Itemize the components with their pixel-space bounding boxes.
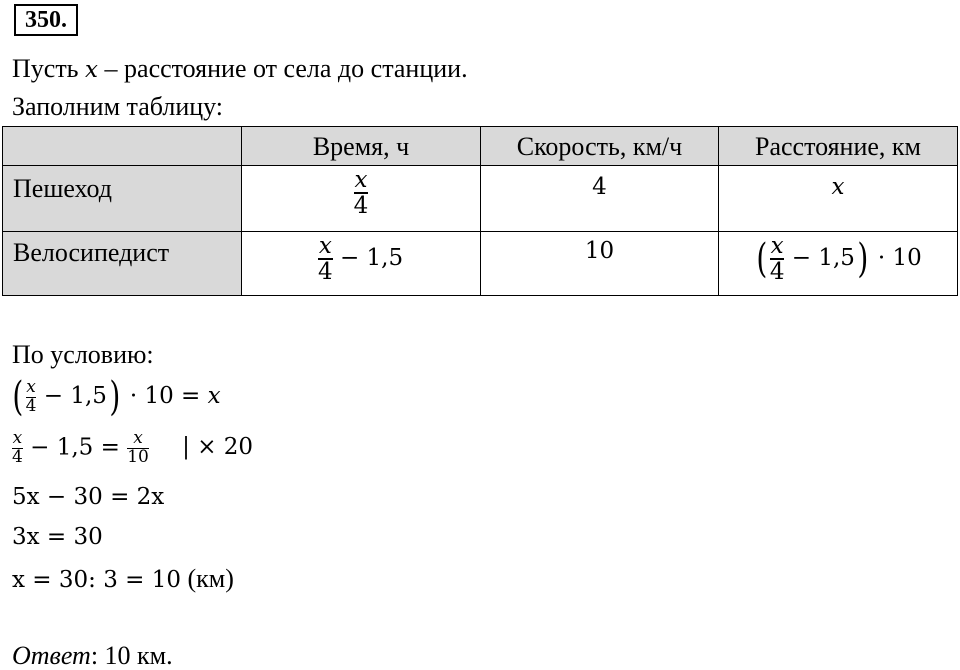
condition-label: По условию: [12, 340, 154, 369]
cell-pedestrian-time [242, 166, 481, 232]
answer-label: Ответ [12, 641, 91, 670]
fraction: $\frac{x}{4}$ [353, 167, 369, 220]
fraction: $\frac{x}{4}$ [12, 428, 23, 467]
equation-4: 3x = 30 [12, 524, 103, 550]
data-table [2, 126, 958, 296]
table-row [3, 232, 958, 296]
intro-line-1 [12, 56, 468, 82]
answer [12, 643, 173, 669]
header-time: Время, ч [242, 127, 481, 166]
equation-5: x = 30: 3 = 10 (км) [12, 564, 234, 593]
fraction: $\frac{x}{4}$ [318, 233, 333, 286]
fraction: $\frac{x}{10}$ [127, 428, 149, 467]
equation-2: $\frac{x}{4}$ − 1,5 = $\frac{x}{10}$ | × 20 [12, 428, 254, 467]
row-label-pedestrian: Пешеход [3, 166, 242, 232]
equation-1: ( $\frac{x}{4}$ − 1,5) · 10 = x [12, 374, 221, 420]
fraction: $\frac{x}{4}$ [25, 376, 37, 416]
answer-text: : 10 км. [90, 641, 173, 670]
cell-pedestrian-speed: 4 [481, 166, 719, 232]
problem-number: 350. [14, 4, 78, 36]
cell-cyclist-distance: ( $\frac{x}{4}$ − 1,5) · 10 [719, 232, 958, 296]
cell-cyclist-speed: 10 [481, 232, 719, 296]
intro-variable: x [85, 57, 99, 83]
fraction: $\frac{x}{4}$ [769, 233, 785, 286]
table-row [3, 166, 958, 232]
header-empty [3, 127, 242, 166]
cell-cyclist-time: $\frac{x}{4}$ − 1,5 [242, 232, 481, 296]
intro-prefix: Пусть [12, 54, 86, 83]
header-distance: Расстояние, км [719, 127, 958, 166]
intro-line-2: Заполним таблицу: [12, 92, 224, 121]
equation-3: 5x − 30 = 2x [12, 484, 165, 510]
intro-suffix: – расстояние от села до станции. [98, 54, 468, 83]
header-speed: Скорость, км/ч [481, 127, 719, 166]
table-header-row [3, 127, 958, 166]
row-label-cyclist: Велосипедист [3, 232, 242, 296]
cell-pedestrian-distance: x [719, 166, 958, 232]
